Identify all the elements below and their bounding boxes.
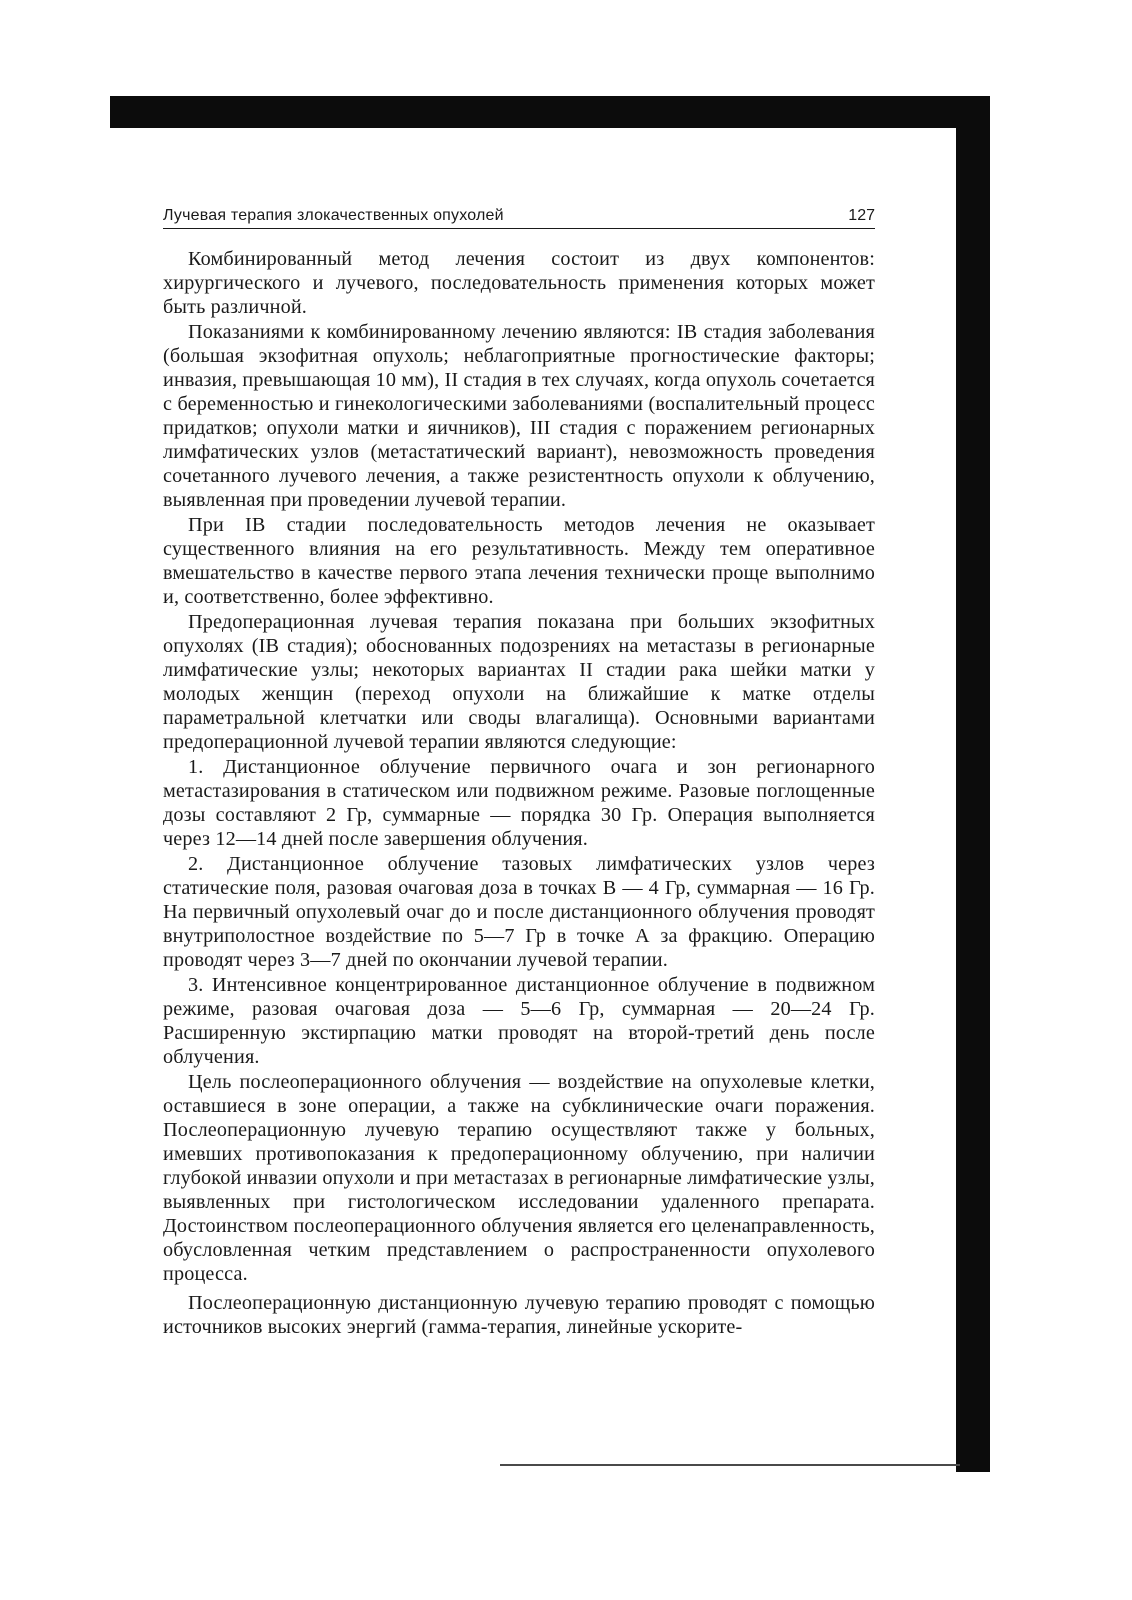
paragraph: При IB стадии последовательность методов лечения не оказывает существенного влияния на его результативность. Между тем оперативное вмешательство в качестве первого этапа лечения технически проще выполнимо и, соответственно, более эффективно. [163,514,875,608]
paragraph: Цель послеоперационного облучения — воздействие на опухолевые клетки, оставшиеся в зоне операции, а также на субклинические очаги поражения. Послеоперационную лучевую терапию осуществляют также у больных, имевших противопоказания к предоперационному облучению, при наличии глубокой инвазии опухоли и при метастазах в регионарные лимфатические узлы, выявленных при гистологическом исследовании удаленного препарата. Достоинством послеоперационного облучения является его целенаправленность, обусловленная четким представлением о распространенности опухолевого процесса. [163,1071,875,1285]
running-header [163,206,875,229]
scan-shadow-top [110,96,990,128]
page-number: 127 [848,207,875,224]
numbered-paragraph: 2. Дистанционное облучение тазовых лимфатических узлов через статические поля, разовая очаговая доза в точках В — 4 Гр, суммарная — 16 Гр. На первичный опухолевый очаг до и после дистанционного облучения проводят внутриполостное воздействие по 5—7 Гр в точке А за фракцию. Операцию проводят через 3—7 дней по окончании лучевой терапии. [163,853,875,971]
paragraph: Послеоперационную дистанционную лучевую терапию проводят с помощью источников высоких энергий (гамма-терапия, линейные ускорите- [163,1292,875,1338]
scan-edge-line [500,1464,960,1466]
running-title: Лучевая терапия злокачественных опухолей [163,207,504,224]
numbered-paragraph: 1. Дистанционное облучение первичного очага и зон регионарного метастазирования в статическом или подвижном режиме. Разовые поглощенные дозы составляют 2 Гр, суммарные — порядка 30 Гр. Операция выполняется через 12—14 дней после завершения облучения. [163,756,875,850]
paragraph: Показаниями к комбинированному лечению являются: IB стадия заболевания (большая экзофитная опухоль; неблагоприятные прогностические факторы; инвазия, превышающая 10 мм), II стадия в тех случаях, когда опухоль сочетается с беременностью и гинекологическими заболеваниями (воспалительный процесс придатков; опухоли матки и яичников), III стадия с поражением регионарных лимфатических узлов (метастатический вариант), невозможность проведения сочетанного лучевого лечения, а также резистентность опухоли к облучению, выявленная при проведении лучевой терапии. [163,321,875,511]
numbered-paragraph: 3. Интенсивное концентрированное дистанционное облучение в подвижном режиме, разовая очаговая доза — 5—6 Гр, суммарная — 20—24 Гр. Расширенную экстирпацию матки проводят на второй-третий день после облучения. [163,974,875,1068]
paragraph: Предоперационная лучевая терапия показана при больших экзофитных опухолях (IB стадия); обоснованных подозрениях на метастазы в регионарные лимфатические узлы; некоторых вариантах II стадии рака шейки матки у молодых женщин (переход опухоли на ближайшие к матке отделы параметральной клетчатки или своды влагалища). Основными вариантами предоперационной лучевой терапии являются следующие: [163,611,875,753]
scan-shadow-right [956,122,990,1472]
body-text [163,247,875,1340]
paragraph: Комбинированный метод лечения состоит из двух компонентов: хирургического и лучевого, последовательность применения которых может быть различной. [163,248,875,318]
